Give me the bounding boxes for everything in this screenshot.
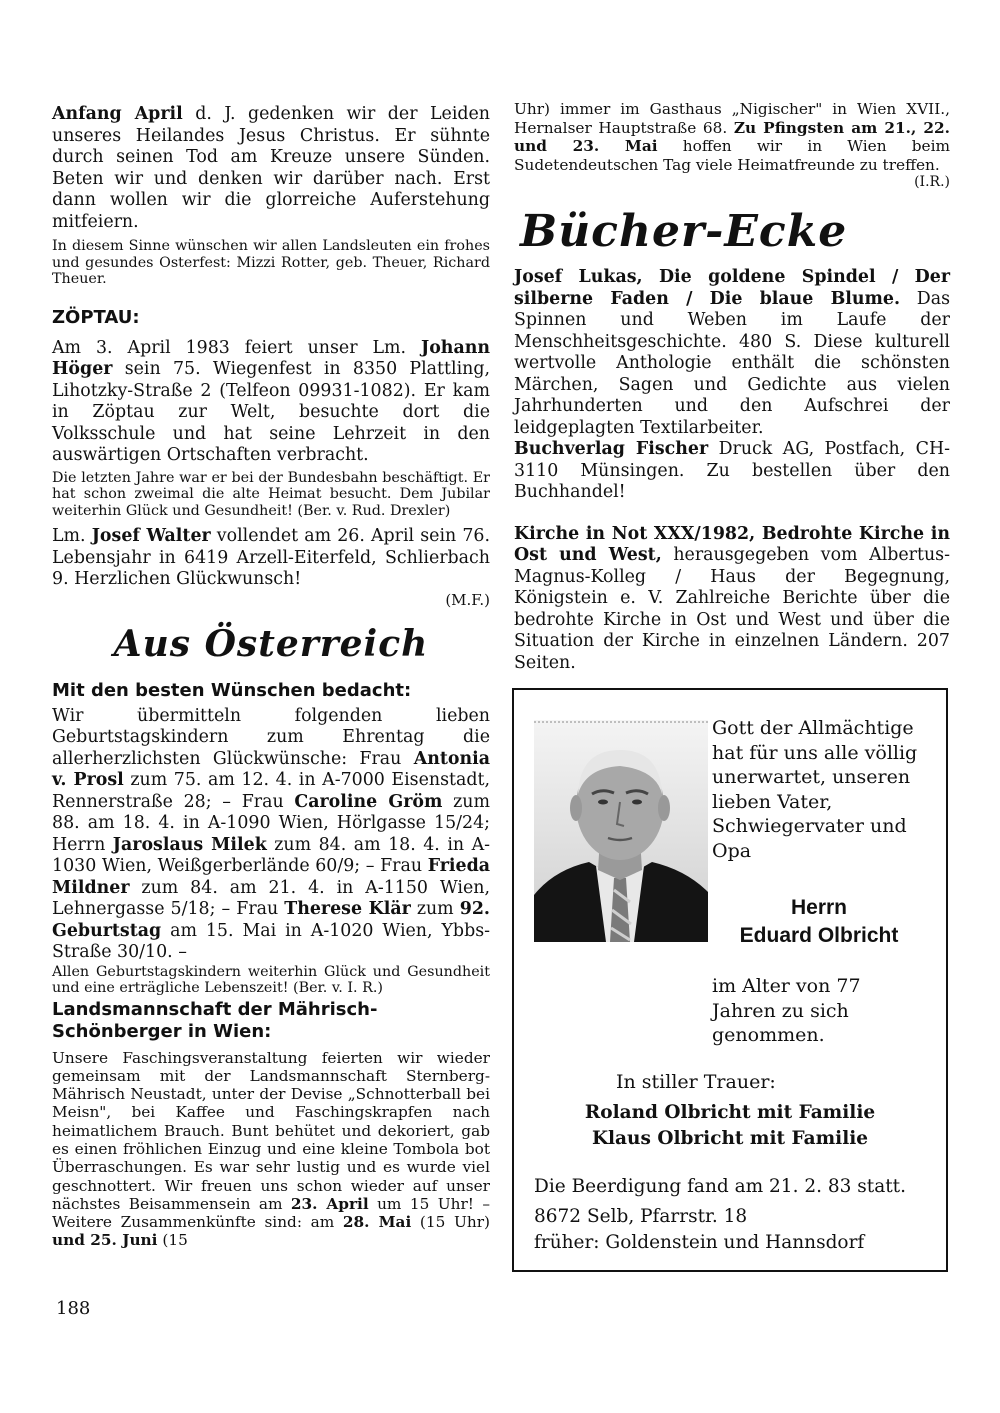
birthday-paragraph: Wir übermitteln folgenden lieben Geburtstagskindern zum Ehrentag die allerherzlichsten Glückwünsche: Frau Antonia v. Prosl zum 75. am 12. 4. in A-7000 Eisenstadt, Rennerstraße 28; – Frau Caroline Gröm zum 88. am 18. 4. in A-1090 Wien, Hörlgasse 15/24; Herrn Jaroslaus Milek zum 84. am 18. 4. in A-1030 Wien, Weißgerberlände 60/9; – Frau Frieda Mildner zum 84. am 21. 4. in A-1150 Wien, Lehnergasse 5/18; – Frau Therese Klär zum 92. Geburtstag am 15. Mai in A-1020 Wien, Ybbs-Straße 30/10. – (52, 705, 491, 962)
fasching-paragraph: Unsere Faschingsveranstaltung feierten wir wieder gemeinsam mit der Landsmannschaft Sternberg-Mährisch Neustadt, unter der Devise „Schnotterball bei Meisn", bei Kaffee und Faschingskrapfen nach heimatlichem Brauch. Bunt behütet und dekoriert, gab es einen fröhlichen Einzug und eine kleine Tombola bot Überraschungen. Es war sehr lustig und es wurde viel geschnottert. Wir freuen uns schon wieder auf unser nächstes Beisammensein am 23. April um 15 Uhr! – Weitere Zusammenkünfte sind: am 28. Mai (15 Uhr) und 25. Juni (15 (52, 1048, 490, 1250)
page-number: 188 (56, 1298, 91, 1319)
left-column (52, 104, 490, 1250)
obituary-former-address: früher: Goldenstein und Hannsdorf (534, 1232, 865, 1253)
obituary-notice (512, 688, 948, 1272)
books-heading: Bücher-Ecke (520, 206, 848, 257)
walter-paragraph: Lm. Josef Walter vollendet am 26. April sein 76. Lebensjahr in 6419 Arzell-Eiterfeld, Schlierbach 9. Herzlichen Glückwunsch! (52, 526, 490, 589)
obituary-title: Herrn (790, 896, 848, 919)
obituary-age: im Alter von 77 Jahren zu sich genommen. (712, 975, 861, 1046)
right-column (514, 100, 950, 674)
book1-entry: Josef Lukas, Die goldene Spindel / Der silberne Faden / Die blaue Blume. Das Spinnen und Weben im Laufe der Menschheitsgeschichte. 480 S. Diese kulturell wertvolle Anthologie enthält die schönsten Märchen, Sagen und Gedichte aus vielen Jahrhunderten und den Aufschrei der leidgeplagten Textilarbeiter. (514, 267, 951, 438)
zoeptau-heading: ZÖPTAU: (52, 306, 140, 328)
austria-heading: Aus Österreich (113, 622, 429, 665)
hoeger-paragraph: Am 3. April 1983 feiert unser Lm. Johann Höger sein 75. Wiegenfest in 8350 Plattling, Lihotzky-Straße 2 (Telfeon 09931-1082). Er kam in Zöptau zur Welt, besuchte dort die Volksschule und hat seine Lehrzeit in den auswärtigen Ortschaften verbracht. (52, 337, 491, 465)
obituary-family-2: Klaus Olbricht mit Familie (591, 1128, 869, 1149)
easter-lead: Anfang April (52, 104, 183, 124)
birthday-wishes: Allen Geburtstagskindern weiterhin Glück und Gesundheit und eine erträgliche Lebenszeit! (Ber. v. I. R.) (52, 963, 490, 996)
obituary-family-1: Roland Olbricht mit Familie (584, 1102, 876, 1123)
birthday-subheading: Mit den besten Wünschen bedacht: (52, 679, 412, 701)
meeting-signature: (I.R.) (914, 174, 950, 190)
obituary-mourning: In stiller Trauer: (616, 1071, 776, 1093)
easter-paragraph: Anfang April d. J. gedenken wir der Leiden unseres Heilandes Jesus Christus. Er sühnte durch seinen Tod am Kreuze unsere Sünden. Beten wir und denken wir darüber nach. Erst dann wollen wir die glorreiche Auferstehung mitfeiern. (52, 104, 491, 232)
meeting-continuation: Uhr) immer im Gasthaus „Nigischer" in Wien XVII., Hernalser Hauptstraße 68. Zu Pfingsten am 21., 22. und 23. Mai hoffen wir in Wien beim Sudetendeutschen Tag viele Heimatfreunde zu treffen. (514, 100, 950, 174)
portrait-photo (534, 720, 708, 942)
obituary-deceased-name: Eduard Olbricht (739, 924, 899, 947)
obituary-address: 8672 Selb, Pfarrstr. 18 (534, 1206, 748, 1227)
landsmannschaft-heading: Landsmannschaft der Mährisch-Schönberger in Wien: (52, 998, 378, 1042)
obituary-burial: Die Beerdigung fand am 21. 2. 83 statt. (534, 1176, 906, 1197)
hoeger-note: Die letzten Jahre war er bei der Bundesbahn beschäftigt. Er hat schon zweimal die alte Heimat besucht. Dem Jubilar weiterhin Glück und Gesundheit! (Ber. v. Rud. Drexler) (52, 469, 490, 519)
publisher-entry: Buchverlag Fischer Druck AG, Postfach, CH-3110 Münsingen. Zu bestellen über den Buchhandel! (514, 439, 951, 502)
obituary-intro: Gott der Allmächtige hat für uns alle völlig unerwartet, unseren lieben Vater, Schwiegervater und Opa (712, 717, 918, 862)
easter-greeting: In diesem Sinne wünschen wir allen Landsleuten ein frohes und gesundes Osterfest: Mizzi Rotter, geb. Theuer, Richard Theuer. (52, 238, 490, 287)
zoeptau-signature: (M.F.) (445, 590, 490, 609)
book2-entry: Kirche in Not XXX/1982, Bedrohte Kirche in Ost und West, herausgegeben vom Albertus-Magnus-Kolleg / Haus der Begegnung, Königstein e. V. Zahlreiche Berichte über die bedrohte Kirche in Ost und West und über die Situation der Kirche in einzelnen Ländern. 207 Seiten. (514, 523, 950, 673)
